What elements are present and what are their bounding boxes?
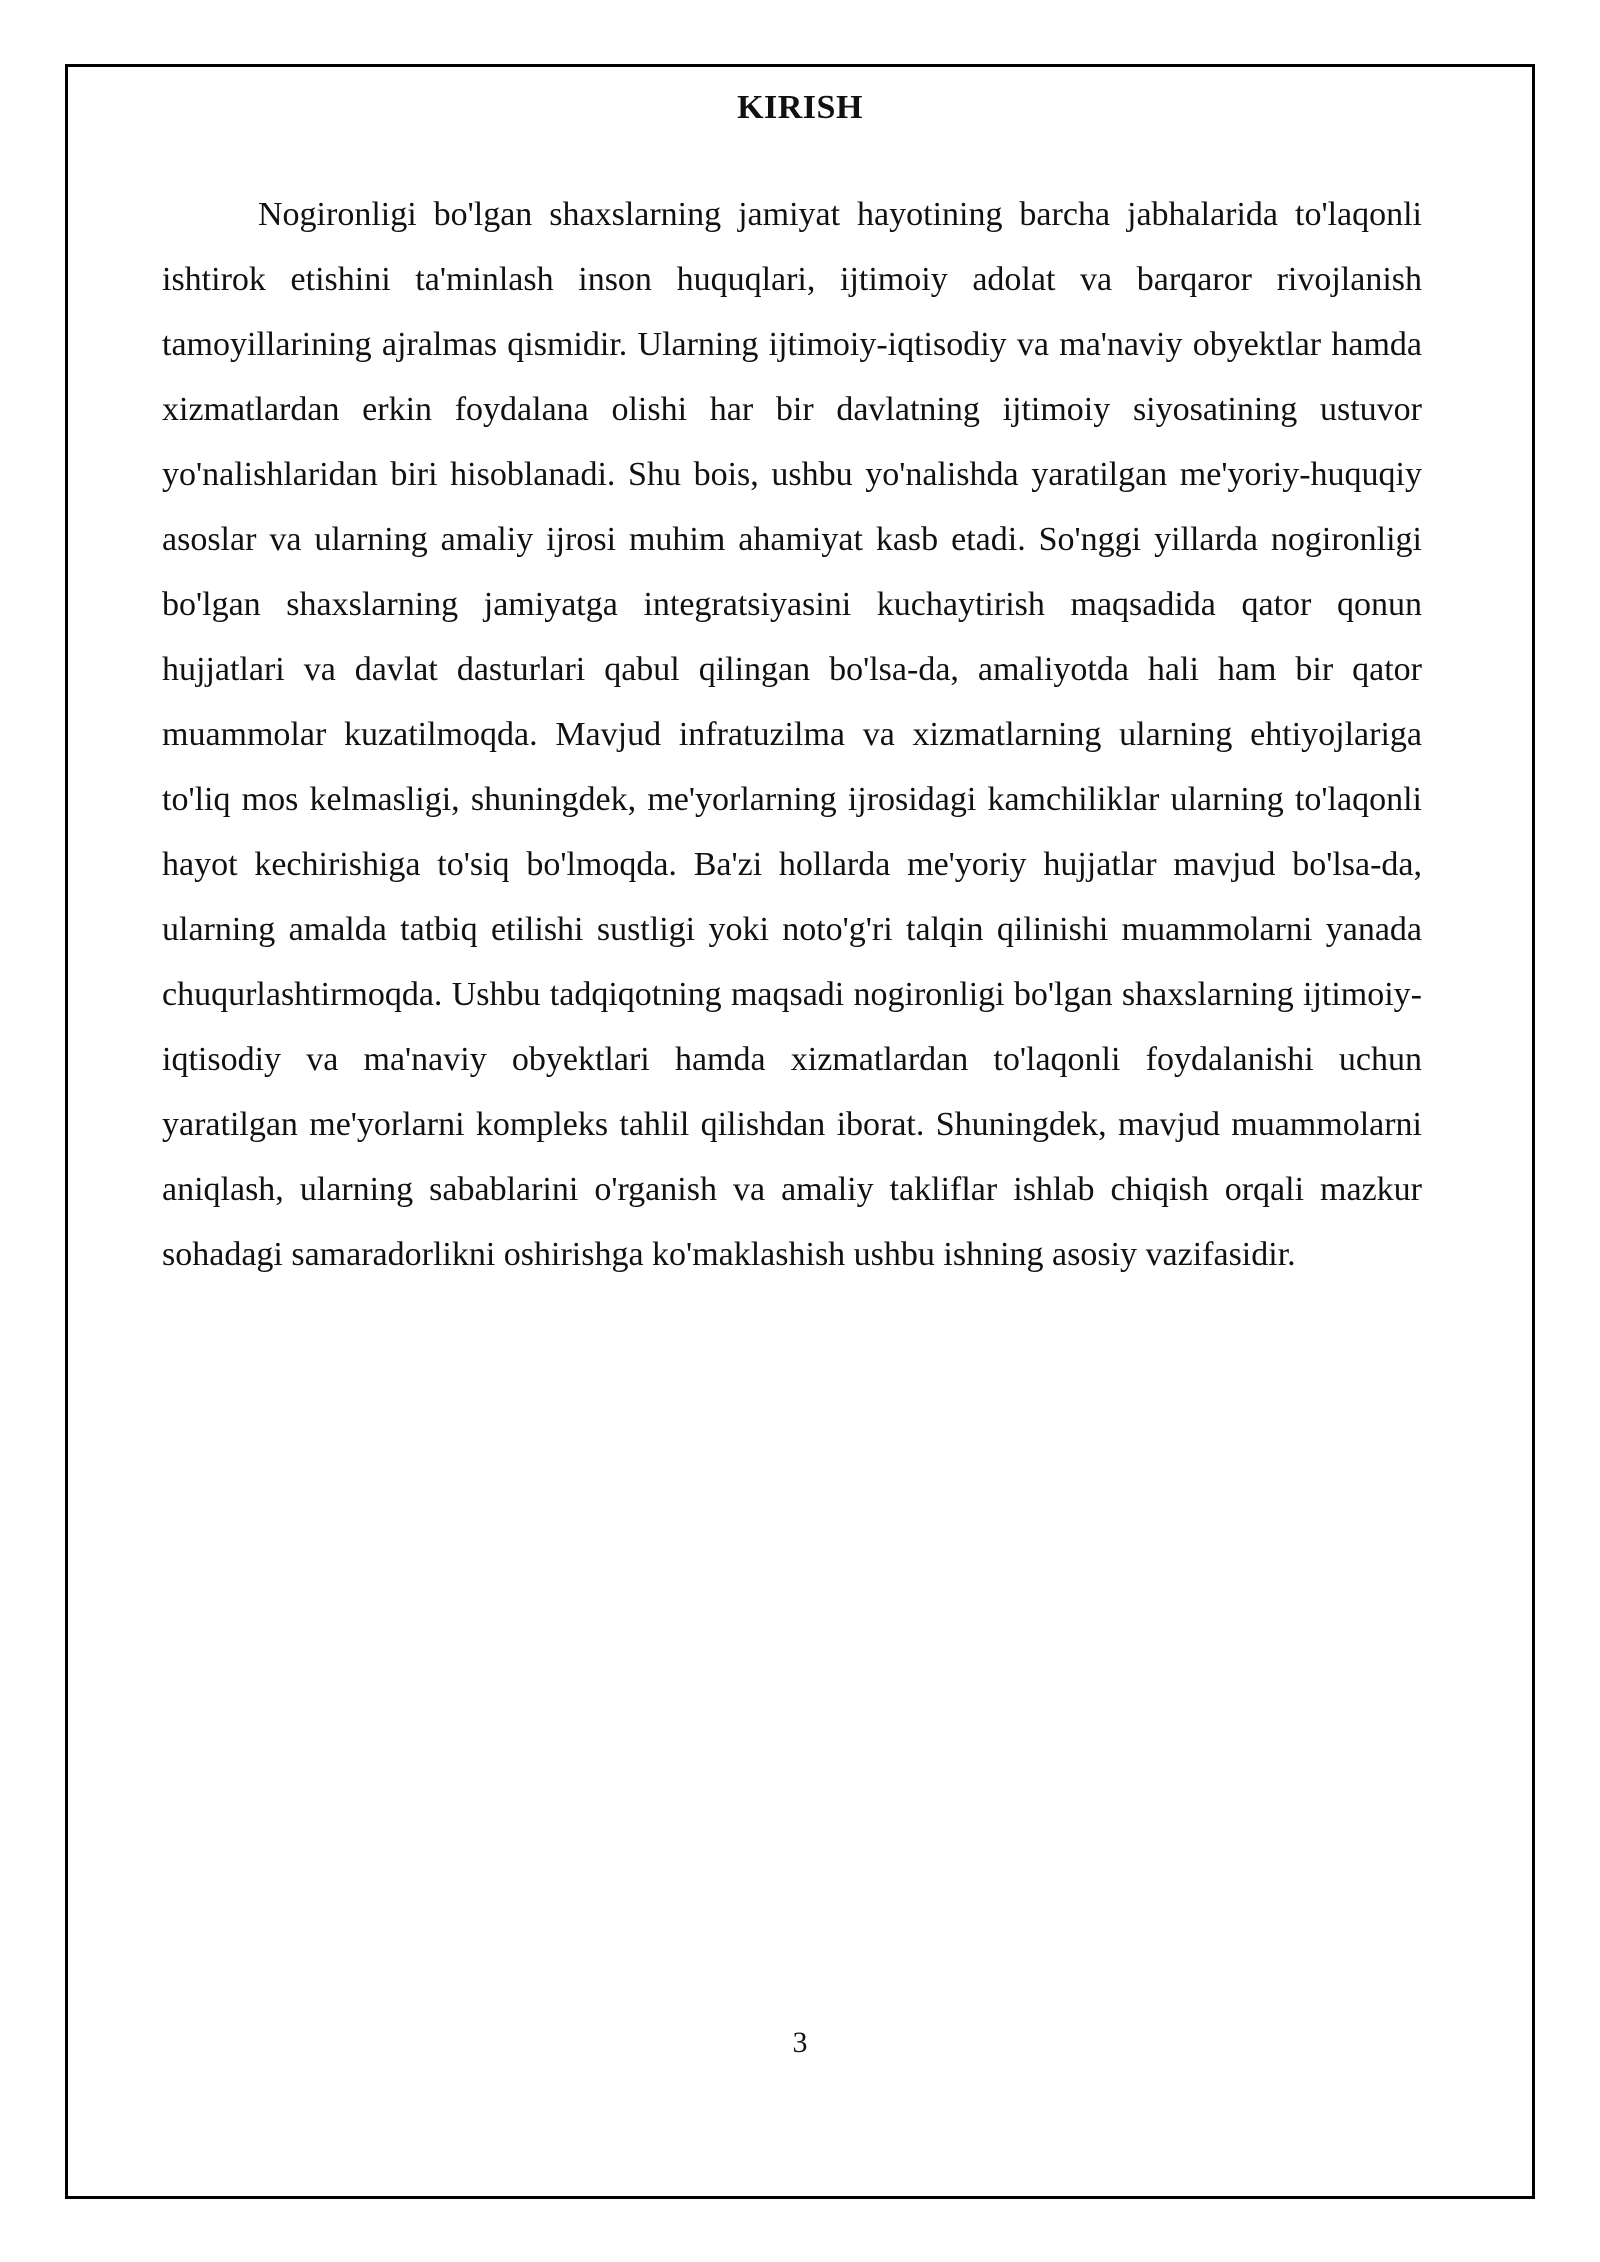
page-number: 3 [792,2026,808,2059]
section-heading: KIRISH [737,89,863,126]
body-paragraph: Nogironligi bo'lgan shaxslarning jamiyat hayotining barcha jabhalarida to'laqonli ishtirok etishini ta'minlash inson huquqlari, ijtimoiy adolat va barqaror rivojlanish tamoyillarining ajralmas qismidir. Ularning ijtimoiy-iqtisodiy va ma'naviy obyektlar hamda xizmatlardan erkin foydalana olishi har bir davlatning ijtimoiy siyosatining ustuvor yo'nalishlaridan biri hisoblanadi. Shu bois, ushbu yo'nalishda yaratilgan me'yoriy-huquqiy asoslar va ularning amaliy ijrosi muhim ahamiyat kasb etadi. So'nggi yillarda nogironligi bo'lgan shaxslarning jamiyatga integratsiyasini kuchaytirish maqsadida qator qonun hujjatlari va davlat dasturlari qabul qilingan bo'lsa-da, amaliyotda hali ham bir qator muammolar kuzatilmoqda. Mavjud infratuzilma va xizmatlarning ularning ehtiyojlariga to'liq mos kelmasligi, shuningdek, me'yorlarning ijrosidagi kamchiliklar ularning to'laqonli hayot kechirishiga to'siq bo'lmoqda. Ba'zi hollarda me'yoriy hujjatlar mavjud bo'lsa-da, ularning amalda tatbiq etilishi sustligi yoki noto'g'ri talqin qilinishi muammolarni yanada chuqurlashtirmoqda. Ushbu tadqiqotning maqsadi nogironligi bo'lgan shaxslarning ijtimoiy-iqtisodiy va ma'naviy obyektlari hamda xizmatlardan to'laqonli foydalanishi uchun yaratilgan me'yorlarni kompleks tahlil qilishdan iborat. Shuningdek, mavjud muammolarni aniqlash, ularning sabablarini o'rganish va amaliy takliflar ishlab chiqish orqali mazkur sohadagi samaradorlikni oshirishga ko'maklashish ushbu ishning asosiy vazifasidir. [162,196,1422,1273]
